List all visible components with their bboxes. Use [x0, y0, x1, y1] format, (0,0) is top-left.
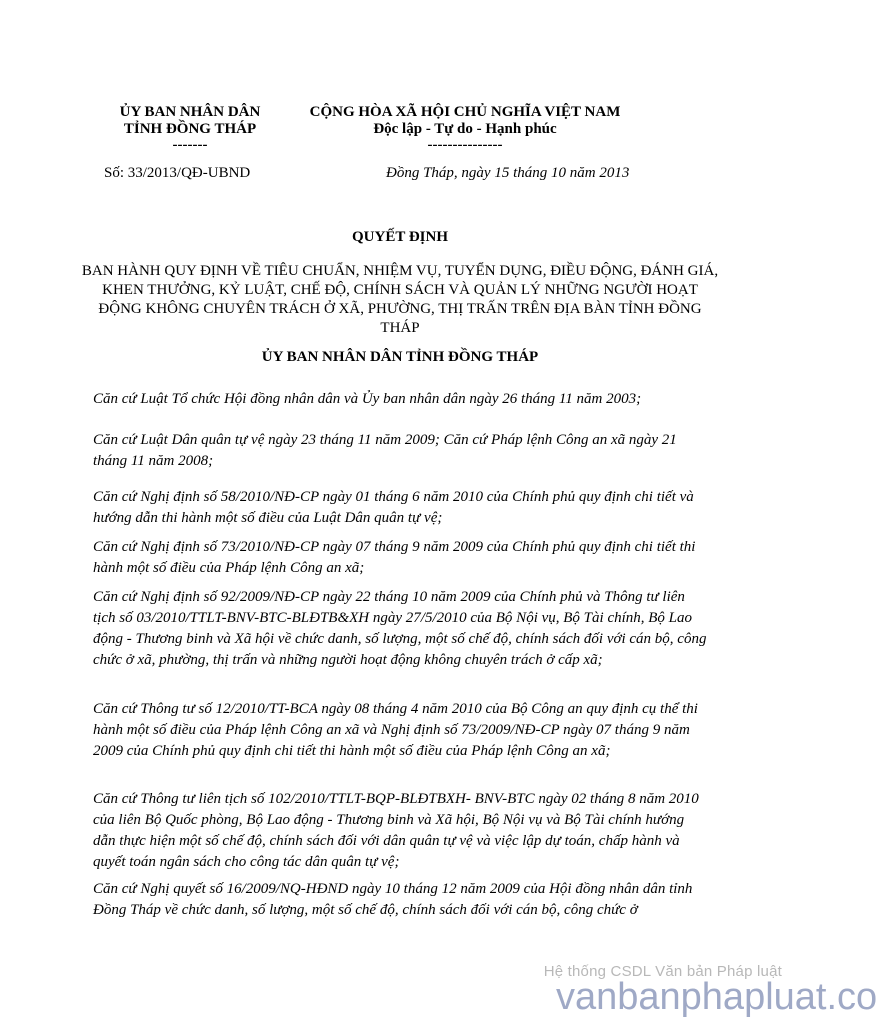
issuing-authority: ỦY BAN NHÂN DÂN TỈNH ĐỒNG THÁP — [261, 349, 539, 365]
place-date: Đồng Tháp, ngày 15 tháng 10 năm 2013 — [386, 165, 630, 181]
agency-line-1: ỦY BAN NHÂN DÂN — [119, 104, 261, 120]
document-subject: BAN HÀNH QUY ĐỊNH VỀ TIÊU CHUẨN, NHIỆM VỤ, TUYỂN DỤNG, ĐIỀU ĐỘNG, ĐÁNH GIÁ, KHEN THƯỞNG, KỶ LUẬT, CHẾ ĐỘ, CHÍNH SÁCH VÀ QUẢN LÝ NHỮNG NGƯỜI HOẠT ĐỘNG KHÔNG CHUYÊN TRÁCH Ở XÃ, PHƯỜNG, THỊ TRẤN TRÊN ĐỊA BÀN TỈNH ĐỒNG THÁP — [81, 263, 719, 336]
motto-dashes: --------------- — [427, 137, 503, 153]
legal-basis-paragraph-2: Căn cứ Luật Dân quân tự vệ ngày 23 tháng 11 năm 2009; Căn cứ Pháp lệnh Công an xã ngày 21 tháng 11 năm 2008; — [93, 432, 677, 469]
document-title: QUYẾT ĐỊNH — [352, 229, 448, 245]
legal-basis-paragraph-5: Căn cứ Nghị định số 92/2009/NĐ-CP ngày 22 tháng 10 năm 2009 của Chính phủ và Thông tư liên tịch số 03/2010/TTLT-BNV-BTC-BLĐTB&XH ngày 27/5/2010 của Bộ Nội vụ, Bộ Tài chính, Bộ Lao động - Thương binh và Xã hội về chức danh, số lượng, một số chế độ, chính sách đối với cán bộ, công chức ở xã, phường, thị trấn và những người hoạt động không chuyên trách ở cấp xã; — [93, 589, 707, 668]
republic-name: CỘNG HÒA XÃ HỘI CHỦ NGHĨA VIỆT NAM — [309, 104, 621, 120]
watermark-site-name: vanbanphapluat.co — [556, 976, 877, 1018]
agency-name — [95, 104, 285, 152]
document-number: Số: 33/2013/QĐ-UBND — [104, 165, 251, 181]
legal-basis-paragraph-8: Căn cứ Nghị quyết số 16/2009/NQ-HĐND ngày 10 tháng 12 năm 2009 của Hội đồng nhân dân tỉnh Đồng Tháp về chức danh, số lượng, một số chế độ, chính sách đối với cán bộ, công chức ở — [93, 881, 693, 918]
legal-basis-paragraph-1: Căn cứ Luật Tổ chức Hội đồng nhân dân và Ủy ban nhân dân ngày 26 tháng 11 năm 2003; — [93, 391, 642, 407]
legal-basis-paragraph-3: Căn cứ Nghị định số 58/2010/NĐ-CP ngày 01 tháng 6 năm 2010 của Chính phủ quy định chi tiết và hướng dẫn thi hành một số điều của Luật Dân quân tự vệ; — [93, 489, 694, 526]
national-heading — [290, 104, 640, 152]
legal-basis-paragraph-6: Căn cứ Thông tư số 12/2010/TT-BCA ngày 08 tháng 4 năm 2010 của Bộ Công an quy định cụ thể thi hành một số điều của Pháp lệnh Công an xã và Nghị định số 73/2009/NĐ-CP ngày 07 tháng 9 năm 2009 của Chính phủ quy định chi tiết thi hành một số điều của Pháp lệnh Công an xã; — [93, 701, 698, 759]
legal-basis-paragraph-4: Căn cứ Nghị định số 73/2010/NĐ-CP ngày 07 tháng 9 năm 2009 của Chính phủ quy định chi tiết thi hành một số điều của Pháp lệnh Công an xã; — [93, 539, 696, 576]
agency-line-2: TỈNH ĐỒNG THÁP — [123, 121, 257, 137]
watermark-caption: Hệ thống CSDL Văn bản Pháp luật — [543, 963, 782, 980]
legal-basis-paragraph-7: Căn cứ Thông tư liên tịch số 102/2010/TTLT-BQP-BLĐTBXH- BNV-BTC ngày 02 tháng 8 năm 2010 của liên Bộ Quốc phòng, Bộ Lao động - Thương binh và Xã hội, Bộ Nội vụ và Bộ Tài chính hướng dẫn thực hiện một số chế độ, chính sách đối với dân quân tự vệ và việc lập dự toán, chấp hành và quyết toán ngân sách cho công tác dân quân tự vệ; — [93, 791, 699, 870]
agency-dashes: ------- — [172, 137, 208, 153]
national-motto: Độc lập - Tự do - Hạnh phúc — [373, 121, 557, 137]
